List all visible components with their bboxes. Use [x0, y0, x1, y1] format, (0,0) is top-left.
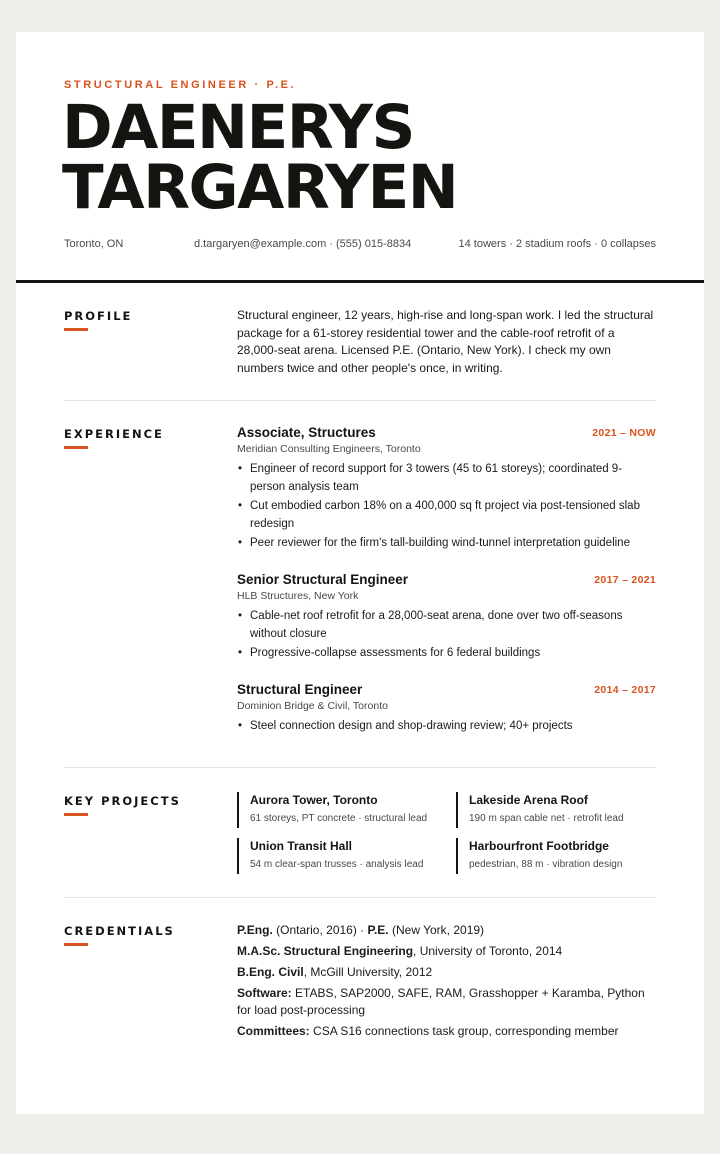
degree-beng-name: B.Eng. Civil — [237, 965, 304, 979]
profile-heading: PROFILE — [64, 309, 133, 323]
job-title: Associate, Structures — [237, 425, 376, 440]
name-first-line: DAENERYS — [62, 92, 414, 163]
projects-heading: KEY PROJECTS — [64, 794, 181, 808]
project-name: Lakeside Arena Roof — [469, 793, 588, 807]
header-rule — [16, 280, 704, 283]
job-entry — [237, 682, 656, 738]
license-line — [237, 922, 656, 939]
project-name: Union Transit Hall — [250, 839, 353, 853]
job-organization: Dominion Bridge & Civil, Toronto — [237, 700, 388, 712]
job-date: 2017 – 2021 — [594, 574, 656, 586]
section-divider — [64, 400, 656, 401]
job-bullet: • Cable-net roof retrofit for a 28,000-seat arena, done over two off-seasons without closure — [237, 608, 656, 643]
projects-accent-bar — [64, 813, 88, 816]
project-card — [237, 838, 437, 874]
job-bullet: • Peer reviewer for the firm's tall-building wind-tunnel interpretation guideline — [237, 535, 656, 553]
degree-beng-detail: , McGill University, 2012 — [303, 965, 433, 979]
profile-accent-bar — [64, 328, 88, 331]
project-meta: 54 m clear-span trusses · analysis lead — [250, 859, 424, 870]
committees-label: Committees: — [237, 1024, 310, 1038]
license-peng: P.Eng. — [237, 923, 273, 937]
project-card — [456, 838, 656, 874]
degree-beng — [237, 964, 656, 981]
degree-masc-detail: , University of Toronto, 2014 — [413, 944, 563, 958]
experience-accent-bar — [64, 446, 88, 449]
candidate-name — [62, 92, 458, 223]
job-bullet: • Engineer of record support for 3 towers (45 to 61 storeys); coordinated 9-person analysis team — [237, 461, 656, 496]
job-bullets — [237, 718, 656, 736]
license-peng-detail: (Ontario, 2016) · — [272, 923, 368, 937]
job-date: 2014 – 2017 — [594, 684, 656, 696]
section-divider — [64, 897, 656, 898]
profile-text: Structural engineer, 12 years, high-rise and long-span work. I led the structural package for a 61-storey residential tower and the cable-roof retrofit of a 28,000-seat arena. Licensed P.E. (Ontario, New York). I check my own numbers twice and other people's once, in writing. — [237, 308, 654, 375]
experience-heading: EXPERIENCE — [64, 427, 164, 441]
software-list: ETABS, SAP2000, SAFE, RAM, Grasshopper + Karamba, Python for load post-processing — [237, 986, 645, 1017]
license-pe: P.E. — [367, 923, 389, 937]
job-bullet: • Cut embodied carbon 18% on a 400,000 sq ft project via post-tensioned slab redesign — [237, 498, 656, 533]
job-bullet: • Progressive-collapse assessments for 6 federal buildings — [237, 645, 656, 663]
job-title-eyebrow: STRUCTURAL ENGINEER · P.E. — [64, 79, 297, 91]
job-organization: HLB Structures, New York — [237, 590, 359, 602]
software-line — [237, 985, 656, 1019]
job-bullet: • Steel connection design and shop-drawing review; 40+ projects — [237, 718, 656, 736]
contact-info: d.targaryen@example.com · (555) 015-8834 — [194, 238, 412, 250]
project-meta: 190 m span cable net · retrofit lead — [469, 813, 624, 824]
license-pe-detail: (New York, 2019) — [388, 923, 485, 937]
location: Toronto, ON — [64, 238, 124, 250]
section-divider — [64, 767, 656, 768]
degree-masc-name: M.A.Sc. Structural Engineering — [237, 944, 414, 958]
job-bullets — [237, 461, 656, 553]
software-label: Software: — [237, 986, 292, 1000]
project-meta: pedestrian, 88 m · vibration design — [469, 859, 623, 870]
job-title: Senior Structural Engineer — [237, 572, 409, 587]
project-name: Harbourfront Footbridge — [469, 839, 609, 853]
job-entry — [237, 425, 656, 555]
project-card — [237, 792, 437, 828]
project-card — [456, 792, 656, 828]
job-bullets — [237, 608, 656, 663]
degree-masc — [237, 943, 656, 960]
project-name: Aurora Tower, Toronto — [250, 793, 378, 807]
job-organization: Meridian Consulting Engineers, Toronto — [237, 443, 421, 455]
career-stats: 14 towers · 2 stadium roofs · 0 collapses — [458, 238, 656, 250]
committees-list: CSA S16 connections task group, corresponding member — [309, 1024, 619, 1038]
job-date: 2021 – NOW — [592, 427, 656, 439]
name-second-line: TARGARYEN — [62, 152, 458, 223]
job-title: Structural Engineer — [237, 682, 363, 697]
resume-page — [16, 32, 704, 1114]
credentials-accent-bar — [64, 943, 88, 946]
job-entry — [237, 572, 656, 665]
credentials-heading: CREDENTIALS — [64, 924, 175, 938]
committees-line — [237, 1023, 656, 1040]
project-meta: 61 storeys, PT concrete · structural lead — [250, 813, 428, 824]
